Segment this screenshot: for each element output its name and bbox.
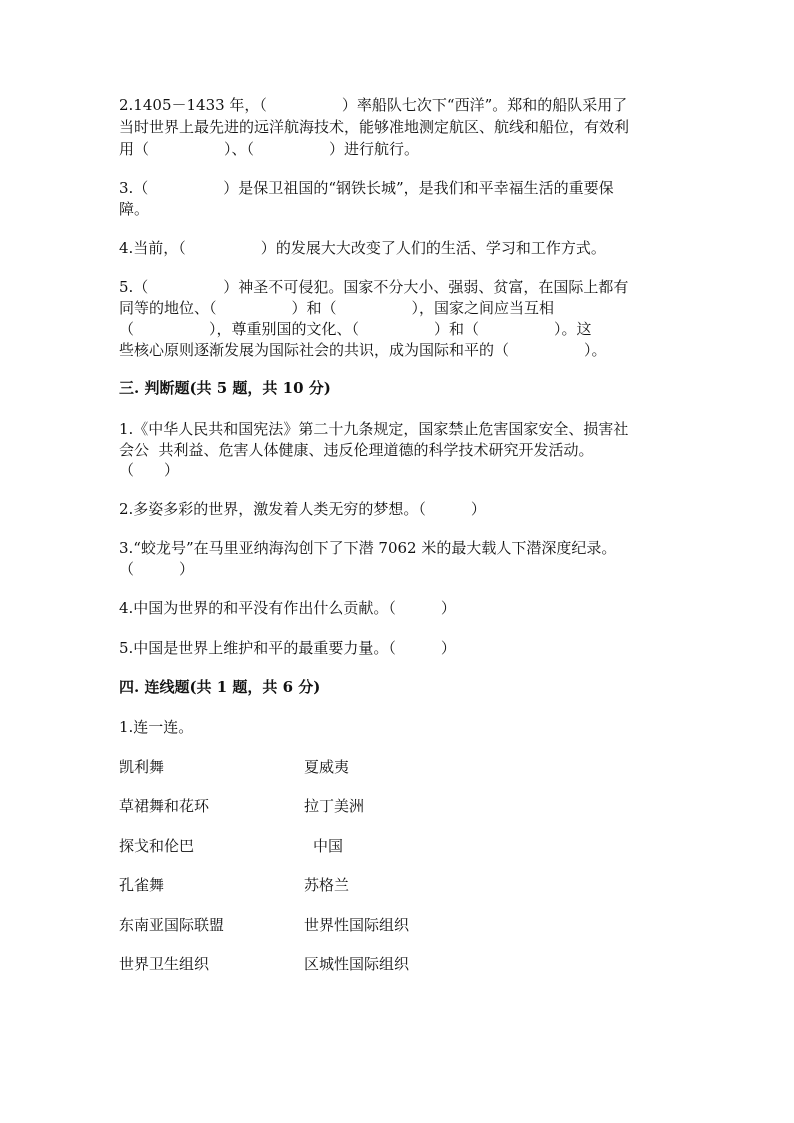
match-right-item: 苏格兰	[304, 876, 350, 894]
match-left-item: 凯利舞	[119, 758, 165, 776]
match-left-item: 草裙舞和花环	[119, 797, 210, 815]
judge-q1-line-1: 1.《中华人民共和国宪法》第二十九条规定，国家禁止危害国家安全、损害社	[119, 420, 629, 438]
section-judge-heading: 三. 判断题(共 5 题，共 10 分)	[119, 379, 331, 397]
judge-q5: 5.中国是世界上维护和平的最重要力量。（ ）	[119, 639, 456, 657]
q2-line-1: 2.1405－1433 年，（ ）率船队七次下“西洋”。郑和的船队采用了	[119, 96, 628, 114]
judge-q1-line-3: （ ）	[119, 461, 180, 479]
judge-q2: 2.多姿多彩的世界，激发着人类无穷的梦想。（ ）	[119, 500, 486, 518]
q5-line-1: 5.（ ）神圣不可侵犯。国家不分大小、强弱、贫富，在国际上都有	[119, 278, 629, 296]
q5-line-4: 些核心原则逐渐发展为国际社会的共识，成为国际和平的（ ）。	[119, 341, 607, 359]
judge-q3-line-2: （ ）	[119, 560, 195, 578]
match-left-item: 探戈和伦巴	[119, 837, 195, 855]
match-right-item: 中国	[313, 837, 344, 855]
judge-q4: 4.中国为世界的和平没有作出什么贡献。（ ）	[119, 599, 456, 617]
q5-line-3: （ ），尊重别国的文化、（ ）和（ ）。这	[119, 320, 592, 338]
match-left-item: 孔雀舞	[119, 876, 165, 894]
q5-line-2: 同等的地位、（ ）和（ ），国家之间应当互相	[119, 299, 555, 317]
q2-line-3: 用（ ）、（ ）进行航行。	[119, 140, 420, 158]
q3-line-2: 障。	[119, 200, 150, 218]
q4-line-1: 4.当前，（ ）的发展大大改变了人们的生活、学习和工作方式。	[119, 239, 606, 257]
match-left-item: 东南亚国际联盟	[119, 916, 225, 934]
section-matching-heading: 四. 连线题(共 1 题，共 6 分)	[119, 678, 321, 696]
match-right-item: 区城性国际组织	[304, 955, 410, 973]
match-right-item: 拉丁美洲	[304, 797, 365, 815]
judge-q3-line-1: 3.“蛟龙号”在马里亚纳海沟创下了下潜 7062 米的最大载人下潜深度纪录。	[119, 539, 617, 557]
match-left-item: 世界卫生组织	[119, 955, 210, 973]
match-right-item: 夏威夷	[304, 758, 350, 776]
matching-prompt: 1.连一连。	[119, 718, 194, 736]
q2-line-2: 当时世界上最先进的远洋航海技术，能够准地测定航区、航线和船位，有效利	[119, 118, 630, 136]
q3-line-1: 3.（ ）是保卫祖国的“钢铁长城”，是我们和平幸福生活的重要保	[119, 179, 614, 197]
match-right-item: 世界性国际组织	[304, 916, 410, 934]
judge-q1-line-2: 会公 共利益、危害人体健康、违反伦理道德的科学技术研究开发活动。	[119, 441, 594, 459]
